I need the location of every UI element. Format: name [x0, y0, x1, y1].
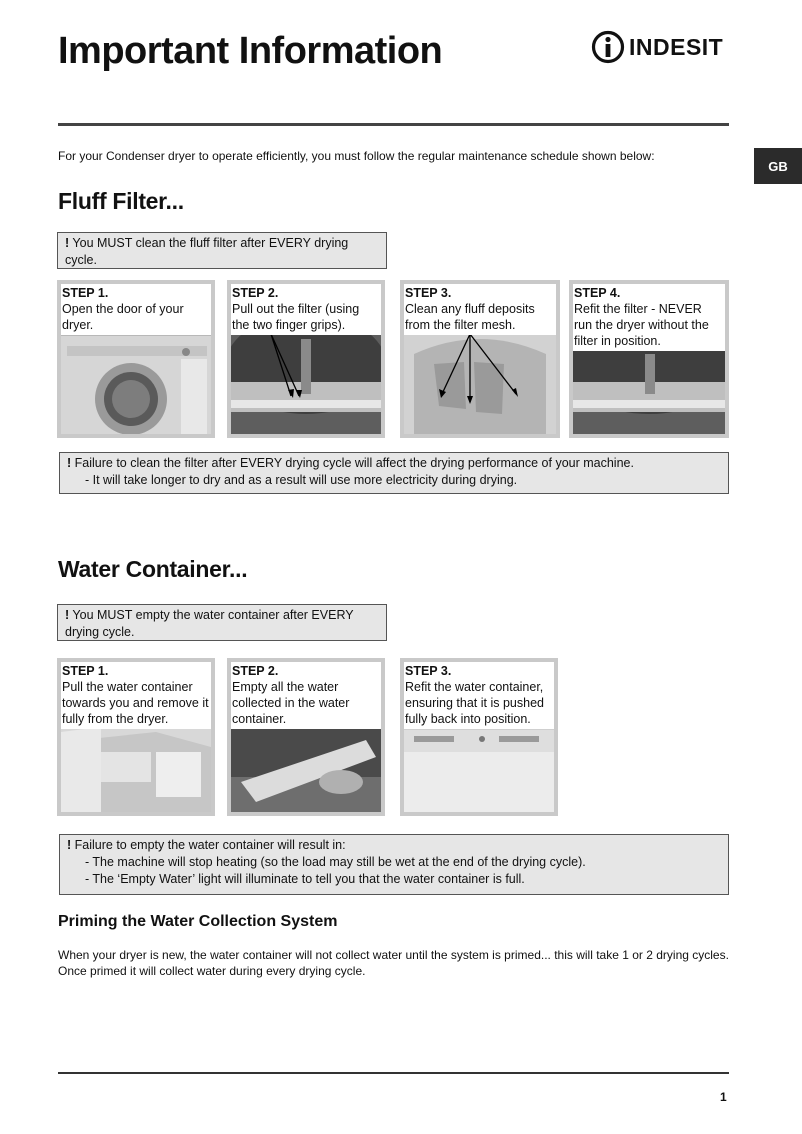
language-tab[interactable]: GB — [754, 148, 802, 184]
warning-mark: ! — [67, 456, 72, 470]
water-note-text: You MUST empty the water container after EVERY drying cycle. — [65, 608, 354, 639]
priming-heading: Priming the Water Collection System — [58, 913, 338, 930]
water-step-1-text: STEP 1. Pull the water container towards you and remove it fully from the dryer. — [61, 662, 211, 729]
page-number: 1 — [720, 1090, 727, 1104]
page-title: Important Information — [58, 30, 443, 72]
fluff-step-3-text: STEP 3. Clean any fluff deposits from the filter mesh. — [404, 284, 556, 335]
brand-name: INDESIT — [629, 33, 724, 60]
fluff-warning-line-2: - It will take longer to dry and as a result will use more electricity during drying. — [85, 473, 518, 487]
water-warning — [59, 834, 729, 895]
fluff-step-3-label: STEP 3. — [405, 286, 452, 300]
water-warning-line-1: Failure to empty the water container will result in: — [74, 838, 346, 852]
fluff-step-3 — [400, 280, 560, 438]
priming-text: When your dryer is new, the water container will not collect water until the system is primed... this will take 1 or 2 drying cycles. Once primed it will collect water during every drying cycle. — [58, 948, 729, 978]
water-note — [57, 604, 387, 641]
warning-mark: ! — [65, 236, 70, 250]
fluff-step-4 — [569, 280, 729, 438]
fluff-note-text: You MUST clean the fluff filter after EVERY drying cycle. — [65, 236, 349, 267]
fluff-filter-heading: Fluff Filter... — [58, 188, 184, 214]
water-step-2-label: STEP 2. — [232, 664, 279, 678]
warning-mark: ! — [65, 608, 70, 622]
fluff-warning — [59, 452, 729, 494]
water-step-2-text: STEP 2. Empty all the water collected in the water container. — [231, 662, 381, 729]
water-step-1-label: STEP 1. — [62, 664, 109, 678]
fluff-step-2-label: STEP 2. — [232, 286, 279, 300]
fluff-step-4-label: STEP 4. — [574, 286, 621, 300]
fluff-step-1-label: STEP 1. — [62, 286, 109, 300]
water-step-1 — [57, 658, 215, 816]
fluff-step-2 — [227, 280, 385, 438]
brand-logo — [591, 28, 741, 66]
water-step-3-label: STEP 3. — [405, 664, 452, 678]
intro-text: For your Condenser dryer to operate efficiently, you must follow the regular maintenance schedule shown below: — [58, 149, 655, 163]
water-step-2 — [227, 658, 385, 816]
water-step-3 — [400, 658, 558, 816]
header-rule — [58, 123, 729, 126]
fluff-note — [57, 232, 387, 269]
fluff-step-4-text: STEP 4. Refit the filter - NEVER run the dryer without the filter in position. — [573, 284, 725, 351]
fluff-step-1-text: STEP 1. Open the door of your dryer. — [61, 284, 211, 335]
brand-logo-icon — [591, 30, 625, 64]
footer-rule — [58, 1072, 729, 1074]
water-step-3-text: STEP 3. Refit the water container, ensuring that it is pushed fully back into position. — [404, 662, 554, 729]
fluff-warning-line-1: Failure to clean the filter after EVERY drying cycle will affect the drying performance of your machine. — [74, 456, 634, 470]
fluff-step-2-text: STEP 2. Pull out the filter (using the two finger grips). — [231, 284, 381, 335]
warning-mark: ! — [67, 838, 72, 852]
water-container-heading: Water Container... — [58, 556, 248, 582]
fluff-step-1 — [57, 280, 215, 438]
water-warning-line-3: - The ‘Empty Water’ light will illuminate to tell you that the water container is full. — [85, 872, 525, 886]
water-warning-line-2: - The machine will stop heating (so the load may still be wet at the end of the drying cycle). — [85, 855, 586, 869]
